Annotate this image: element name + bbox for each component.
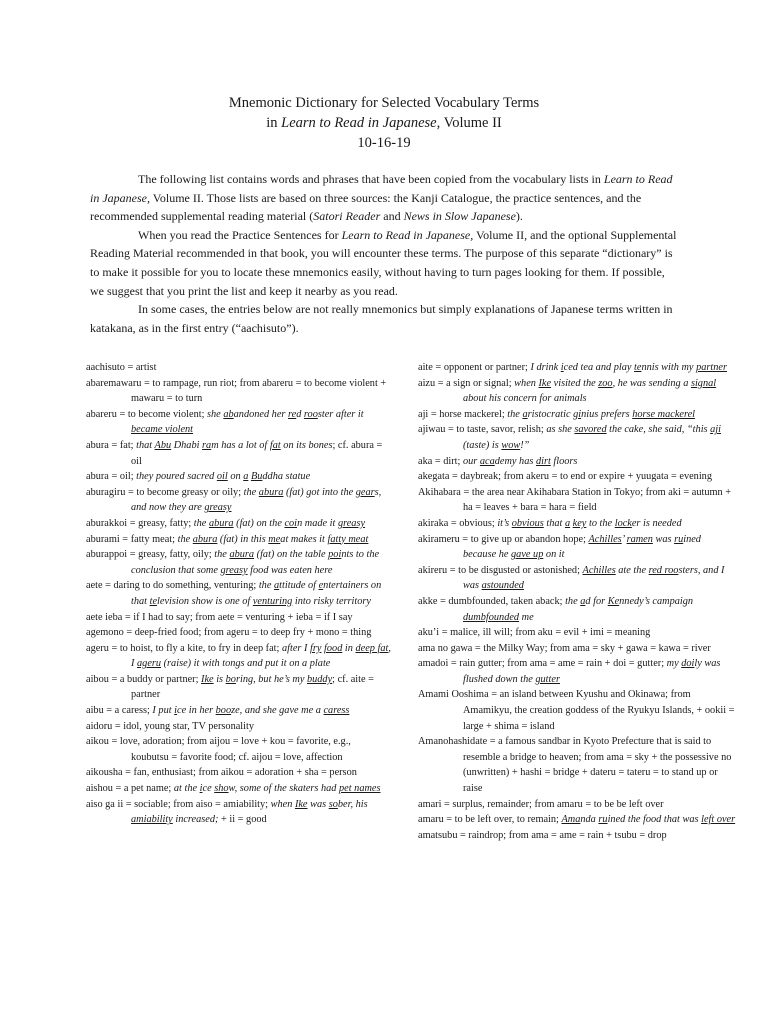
title-date: 10-16-19: [357, 135, 411, 151]
dictionary-entry: abura = fat; that Abu Dhabi ram has a lot of fat on its bones; cf. abura = oil: [86, 439, 383, 467]
dictionary-entry: abaremawaru = to rampage, run riot; from abareru = to become violent + mawaru = to turn: [86, 377, 387, 405]
dictionary-entry: aibou = a buddy or partner; Ike is boring, but he’s my buddy; cf. aite = partner: [86, 673, 374, 701]
dictionary-entry: akirameru = to give up or abandon hope; Achilles’ ramen was ruined because he gave up on it: [418, 533, 701, 561]
dictionary-entry: akireru = to be disgusted or astonished; Achilles ate the red roosters, and I was astounded: [418, 564, 725, 592]
dictionary-entry: aburappoi = greasy, fatty, oily; the abura (fat) on the table points to the conclusion that some greasy food was eaten here: [86, 549, 380, 576]
dictionary-entry: akegata = daybreak; from akeru = to end or expire + yuugata = evening: [418, 471, 712, 483]
dictionary-entry: abareru = to become violent; she abandoned her red rooster after it became violent: [86, 408, 364, 436]
dictionary-entry: amari = surplus, remainder; from amaru = to be be left over: [418, 798, 664, 810]
title-book-name: Learn to Read in Japanese,: [281, 115, 441, 131]
dictionary-entry: aibu = a caress; I put ice in her booze, and she gave me a caress: [86, 705, 350, 717]
dictionary-entry: aburami = fatty meat; the abura (fat) in this meat makes it fatty meat: [86, 533, 369, 545]
dictionary-entry: akiraka = obvious; it’s obvious that a key to the locker is needed: [418, 517, 682, 529]
title-line-2: [0, 113, 768, 133]
dictionary-entry: abura = oil; they poured sacred oil on a Buddha statue: [86, 471, 311, 483]
dictionary-entry: amadoi = rain gutter; from ama = ame = rain + doi = gutter; my doily was flushed down the gutter: [418, 658, 721, 685]
document-title: [0, 93, 768, 153]
title-suffix: Volume II: [440, 115, 502, 131]
title-prefix: in: [266, 115, 282, 131]
left-column: [86, 360, 391, 828]
dictionary-entry: Amanohashidate = a famous sandbar in Kyoto Prefecture that is said to resemble a bridge to heaven; from ama = sky + the possessive no (unwritten) + hashi = bridge + dateru = tateru = to stand up or raise: [418, 736, 732, 795]
dictionary-entry: aku’i = malice, ill will; from aku = evil + imi = meaning: [418, 627, 651, 639]
title-line-1: Mnemonic Dictionary for Selected Vocabulary Terms: [228, 95, 540, 111]
dictionary-entry: aachisuto = artist: [86, 362, 157, 373]
dictionary-entry: aishou = a pet name; at the ice show, some of the skaters had pet names: [86, 783, 381, 795]
dictionary-entry: amatsubu = raindrop; from ama = ame = rain + tsubu = drop: [418, 829, 667, 841]
dictionary-entry: aite = opponent or partner; I drink iced tea and play tennis with my partner: [418, 362, 727, 373]
dictionary-entry: aete = daring to do something, venturing; the attitude of entertainers on that television show is one of venturing into risky territory: [86, 580, 382, 607]
dictionary-entry: aji = horse mackerel; the aristocratic ginius prefers horse mackerel: [418, 408, 696, 420]
dictionary-entry: ajiwau = to taste, savor, relish; as she savored the cake, she said, “this aji (taste) is wow!”: [418, 424, 722, 451]
dictionary-entry: aiso ga ii = sociable; from aiso = amiability; when Ike was sober, his amiability increased; + ii = good: [86, 798, 368, 826]
dictionary-entry: ama no gawa = the Milky Way; from ama = sky + gawa = kawa = river: [418, 642, 711, 654]
dictionary-entry: aete ieba = if I had to say; from aete = venturing + ieba = if I say: [86, 611, 353, 623]
dictionary-entry: aburakkoi = greasy, fatty; the abura (fat) on the coin made it greasy: [86, 517, 366, 529]
dictionary-entry: amaru = to be left over, to remain; Amanda ruined the food that was left over: [418, 814, 736, 826]
intro-paragraph: In some cases, the entries below are not really mnemonics but simply explanations of Japanese terms written in katakana, as in the first entry (“aachisuto”).: [90, 302, 673, 335]
dictionary-entry: aburagiru = to become greasy or oily; the abura (fat) got into the gears, and now they are greasy: [86, 486, 382, 514]
dictionary-entry: ageru = to hoist, to fly a kite, to fry in deep fat; after I fry food in deep fat, I ageru (raise) it with tongs and put it on a plate: [86, 642, 391, 670]
intro-section: [90, 170, 680, 337]
dictionary-entry: Akihabara = the area near Akihabara Station in Tokyo; from aki = autumn + ha = leaves + bara = hara = field: [418, 486, 732, 514]
dictionary-entry: Amami Ooshima = an island between Kyushu and Okinawa; from Amamikyu, the creation goddess of the Ryukyu Islands, + ookii = large + shima = island: [418, 689, 735, 732]
intro-paragraph: When you read the Practice Sentences for Learn to Read in Japanese, Volume II, and the optional Supplemental Reading Material recommended in that book, you will encounter these terms. The purpose of this separate “dictionary” is to make it possible for you to locate these mnemonics easily, without having to turn pages looking for them. If possible, we suggest that you print the list and keep it nearby as you read.: [90, 227, 677, 298]
right-column: [418, 360, 736, 843]
dictionary-entry: aikou = love, adoration; from aijou = love + kou = favorite, e.g., koubutsu = favorite food; cf. aijou = love, affection: [86, 736, 351, 763]
dictionary-entry: akke = dumbfounded, taken aback; the ad for Kennedy’s campaign dumbfounded me: [418, 595, 694, 623]
dictionary-entry: agemono = deep-fried food; from ageru = to deep fry + mono = thing: [86, 627, 372, 639]
intro-paragraph: The following list contains words and phrases that have been copied from the vocabulary lists in Learn to Read in Japanese, Volume II. Those lists are based on three sources: the Kanji Catalogue, the practice sentences, and the recommended supplemental reading material (Satori Reader and News in Slow Japanese).: [90, 172, 673, 224]
dictionary-entry: aka = dirt; our academy has dirt floors: [418, 455, 578, 467]
dictionary-entry: aidoru = idol, young star, TV personality: [86, 720, 255, 732]
dictionary-entry: aizu = a sign or signal; when Ike visited the zoo, he was sending a signal about his concern for animals: [418, 377, 717, 405]
dictionary-entry: aikousha = fan, enthusiast; from aikou = adoration + sha = person: [86, 767, 357, 779]
